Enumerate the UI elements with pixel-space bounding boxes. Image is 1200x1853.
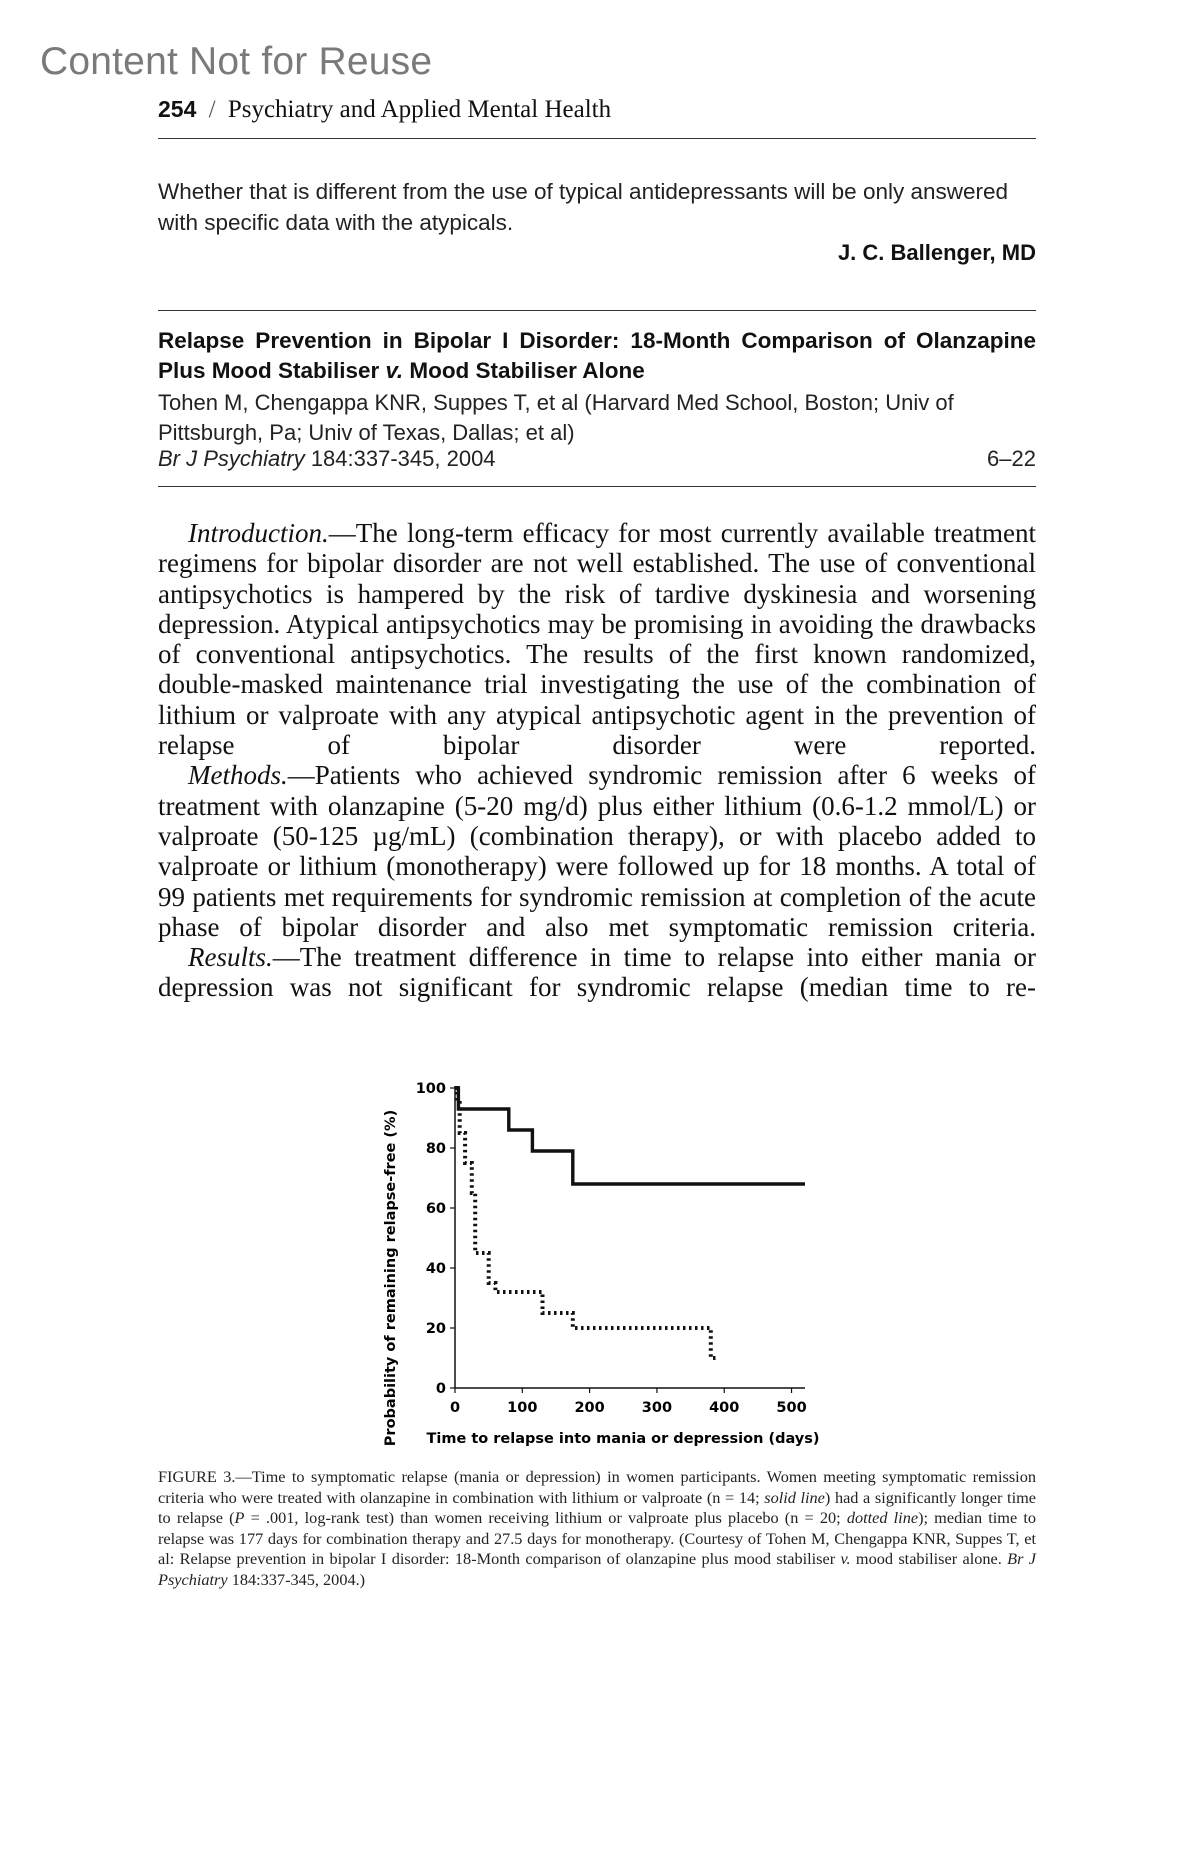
caption-text-5: mood stabiliser alone. [850,1549,1008,1568]
x-tick-label: 200 [574,1400,605,1416]
article-body [158,518,1036,1003]
y-tick-label: 100 [415,1081,446,1097]
article-title-part2: Mood Stabiliser Alone [403,358,645,383]
x-axis-label: Time to relapse into mania or depression (days) [426,1431,820,1447]
introduction-paragraph [158,518,1036,760]
x-tick-label: 0 [449,1400,461,1416]
article-title-part1: Relapse Prevention in Bipolar I Disorder: 18-Month Comparison of Olanzapine Plus Mood Stabiliser [158,328,1036,383]
caption-solid-line: solid line [764,1487,825,1507]
y-tick-label: 80 [425,1141,446,1157]
methods-label: Methods. [188,760,288,791]
series-line-dotted [455,1088,718,1358]
caption-text-3: = .001, log-rank test) than women receiving lithium or valproate plus placebo (n = 20; [244,1508,847,1527]
section-rule-bottom [158,486,1036,487]
journal-name: Psychiatry and Applied Mental Health [227,96,612,123]
methods-paragraph [158,760,1036,942]
caption-text-2: ) had a significantly longer time to relapse ( [158,1487,1036,1527]
kaplan-meier-chart [0,1060,1200,1480]
previous-commentary-text: Whether that is different from the use of typical antidepressants will be only answered with specific data with the atypicals. [158,179,1009,235]
methods-text: —Patients who achieved syndromic remission after 6 weeks of treatment with olanzapine (5-20 mg/d) plus either lithium (0.6-1.2 mmol/L) or valproate (50-125 µg/mL) (combination therapy), or with placebo added to valproate or lithium (monotherapy) were followed up for 18 months. A total of 99 patients met requirements for syndromic remission at completion of the acute phase of bipolar disorder and also met symptomatic remission criteria. [158,760,1036,942]
citation-details: 184:337-345, 2004 [304,446,496,471]
caption-text-6: 184:337-345, 2004.) [227,1569,366,1589]
caption-dotted-line: dotted line [846,1508,919,1527]
article-citation [158,446,1036,472]
article-title [158,326,1036,386]
caption-p-value: P [234,1508,245,1527]
x-tick-label: 500 [776,1400,807,1416]
series-line-solid [455,1088,805,1184]
x-tick-label: 400 [709,1400,740,1416]
y-tick-label: 40 [425,1261,446,1277]
caption-v: v. [840,1549,851,1568]
caption-text-4: ); median time to relapse was 177 days for combination therapy and 27.5 days for monotherapy. (Courtesy of Tohen M, Chengappa KNR, Suppes T, et al: Relapse prevention in bipolar I disorder: 18-Month comparison of olanzapine plus mood stabiliser [158,1508,1036,1568]
header-rule [158,138,1036,139]
y-tick-label: 60 [425,1201,446,1217]
introduction-text: —The long-term efficacy for most currently available treatment regimens for bipolar disorder are not well established. The use of conventional antipsychotics is hampered by the risk of tardive dyskinesia and worsening depression. Atypical antipsychotics may be promising in avoiding the drawbacks of conventional antipsychotics. The results of the first known randomized, double-masked maintenance trial investigating the use of the combination of lithium or valproate with any atypical antipsychotic agent in the prevention of relapse of bipolar disorder were reported. [158,518,1036,761]
y-tick-label: 0 [435,1381,446,1397]
separator: / [208,96,216,123]
figure-3 [0,1060,1200,1480]
results-text: —The treatment difference in time to relapse into either mania or depression was not significant for syndromic relapse (median time to re- [158,942,1036,1003]
x-tick-label: 100 [507,1400,538,1416]
page-number: 254 [158,96,197,122]
commentary-signature: J. C. Ballenger, MD [837,240,1036,265]
watermark-text: Content Not for Reuse [40,40,433,83]
figure-caption [158,1467,1036,1590]
y-tick-label: 20 [425,1321,446,1337]
y-axis-label: Probability of remaining relapse-free (%) [383,1109,399,1447]
results-label: Results. [188,942,273,973]
running-head [158,96,611,124]
section-rule-top [158,310,1036,311]
chart-series [455,1088,805,1358]
article-authors: Tohen M, Chengappa KNR, Suppes T, et al (Harvard Med School, Boston; Univ of Pittsburgh, Pa; Univ of Texas, Dallas; et al) [158,390,954,445]
caption-text-1: —Time to symptomatic relapse (mania or depression) in women participants. Women meeting symptomatic remission criteria who were treated with olanzapine in combination with lithium or valproate (n = 14; [158,1467,1036,1507]
caption-journal: Br J Psychiatry [158,1549,1037,1589]
article-title-italic: v. [385,358,404,383]
introduction-label: Introduction. [188,518,329,548]
item-number: 6–22 [987,446,1036,471]
citation-journal: Br J Psychiatry [158,446,305,471]
caption-label: FIGURE 3. [158,1467,236,1486]
x-tick-label: 300 [641,1400,673,1416]
results-paragraph [158,942,1036,1003]
